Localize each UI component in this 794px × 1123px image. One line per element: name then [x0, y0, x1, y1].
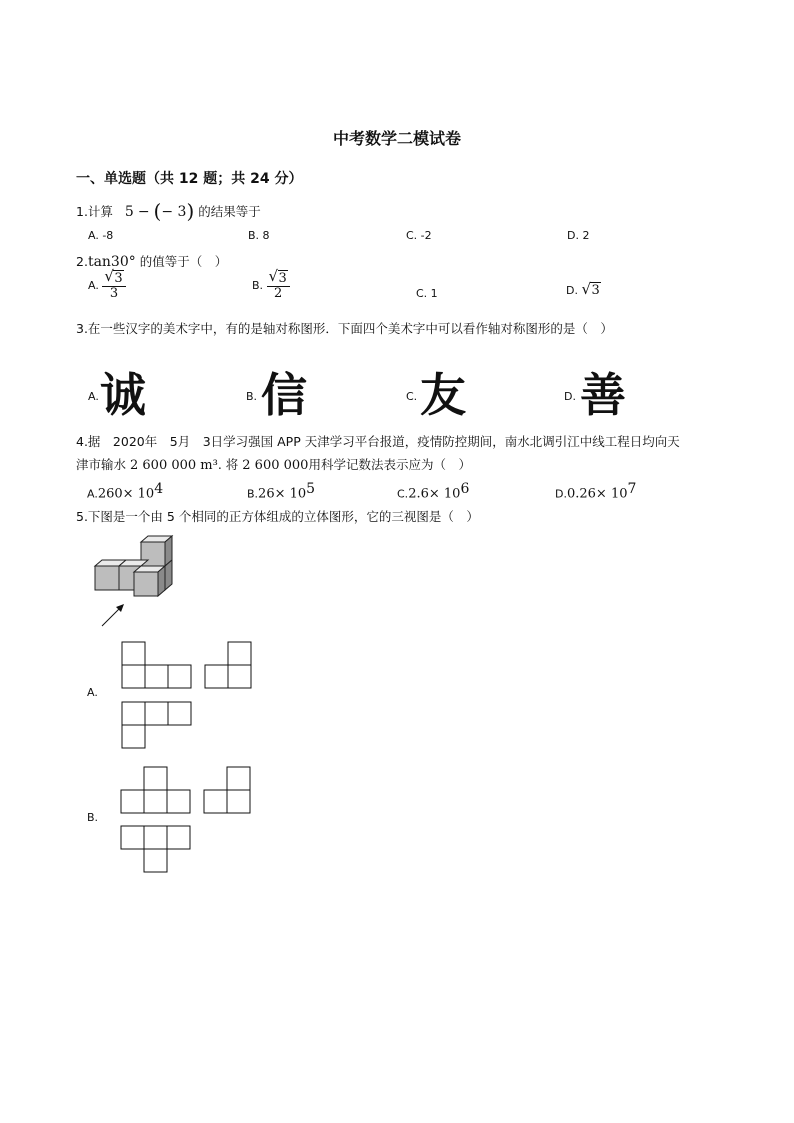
q4-c-base: 2.6× 10	[408, 486, 461, 502]
q5-option-a-views	[121, 641, 256, 751]
q4-option-c[interactable]	[397, 481, 469, 502]
q2-d-radicand: 3	[591, 283, 600, 298]
question-2-prefix: 2.	[76, 254, 88, 269]
q1-option-d[interactable]: D. 2	[567, 229, 590, 242]
q4-option-a[interactable]	[87, 481, 163, 502]
question-1-expr-op: −	[137, 204, 150, 220]
q4-option-d-label: D.	[555, 487, 567, 501]
q2-option-a[interactable]	[88, 267, 126, 301]
question-5: 5.下图是一个由 5 个相同的正方体组成的立体图形，它的三视图是（ ）	[76, 509, 479, 524]
view-direction-arrow	[98, 600, 130, 630]
q4-d-base: 0.26× 10	[566, 486, 628, 502]
q3-option-d-label[interactable]: D.	[564, 390, 576, 403]
question-2-suffix: 的值等于（ ）	[139, 254, 228, 269]
q1-option-a[interactable]: A. -8	[88, 229, 114, 242]
q2-option-b-label: B.	[252, 279, 264, 293]
q4-text-e: 用科学记数法表示应为（ ）	[308, 457, 471, 472]
q2-a-denominator: 3	[109, 285, 119, 301]
q1-option-b[interactable]: B. 8	[248, 229, 270, 242]
q1-option-c[interactable]: C. -2	[406, 229, 432, 242]
question-1-prefix: 1.计算	[76, 204, 113, 219]
q4-option-a-label: A.	[87, 487, 98, 501]
q3-char-shan: 善	[580, 368, 625, 422]
q3-option-a-label[interactable]: A.	[88, 390, 99, 403]
q4-text-c: . 将	[217, 457, 239, 472]
question-1: 1.计算 5 − (− 3) 的结果等于	[76, 199, 261, 223]
section-heading: 一、单选题（共 12 题；共 24 分）	[76, 171, 303, 187]
question-1-suffix: 的结果等于	[198, 204, 261, 219]
question-1-expr-b: − 3	[161, 204, 187, 220]
q4-a-exp: 4	[154, 481, 164, 497]
q2-option-b-fraction: √ 3 2	[267, 272, 290, 300]
q4-text-a: 津市输水	[76, 457, 127, 472]
q5-option-b-label[interactable]: B.	[87, 811, 99, 824]
q2-option-b[interactable]	[252, 267, 290, 301]
q2-option-a-label: A.	[88, 279, 99, 293]
q4-option-b-label: B.	[247, 487, 259, 501]
q2-option-d[interactable]: D. √ 3	[566, 280, 600, 298]
q2-b-numerator: 3	[278, 271, 287, 286]
q5-option-b-views	[120, 766, 255, 876]
q4-volume: 2 600 000 m³	[130, 458, 218, 473]
q5-option-a-label[interactable]: A.	[87, 686, 98, 699]
q4-c-exp: 6	[460, 481, 470, 497]
q3-option-c-label[interactable]: C.	[406, 390, 418, 403]
q4-option-b[interactable]	[247, 481, 315, 502]
q4-option-d[interactable]	[555, 481, 636, 502]
question-2-expr: tan30°	[87, 254, 136, 270]
question-1-expr-a: 5	[124, 204, 134, 220]
q4-b-exp: 5	[306, 481, 316, 497]
question-3: 3.在一些汉字的美术字中，有的是轴对称图形．下面四个美术字中可以看作轴对称图形的是（ ）	[76, 321, 613, 336]
q3-char-you: 友	[420, 368, 465, 422]
q4-d-exp: 7	[627, 481, 637, 497]
question-2	[76, 252, 227, 270]
page-title: 中考数学二模试卷	[332, 129, 461, 148]
q4-a-base: 260× 10	[97, 486, 155, 502]
q4-number: 2 600 000	[242, 458, 309, 473]
question-4-line-2	[76, 455, 471, 473]
q2-option-c[interactable]: C. 1	[416, 287, 438, 300]
q2-b-denominator: 2	[274, 285, 283, 301]
q3-option-b-label[interactable]: B.	[246, 390, 258, 403]
q4-b-base: 26× 10	[258, 486, 307, 502]
q2-a-numerator: 3	[114, 271, 123, 286]
q3-char-xin: 信	[261, 368, 306, 422]
question-4-line-1: 4.据 2020年 5月 3日学习强国 APP 天津学习平台报道，疫情防控期间，南水北调引江中线工程日均向天	[76, 434, 680, 449]
q2-option-d-label: D.	[566, 284, 578, 297]
q4-option-c-label: C.	[397, 487, 409, 501]
q3-char-cheng: 诚	[100, 368, 145, 422]
q2-option-a-fraction: √ 3 3	[102, 272, 125, 300]
